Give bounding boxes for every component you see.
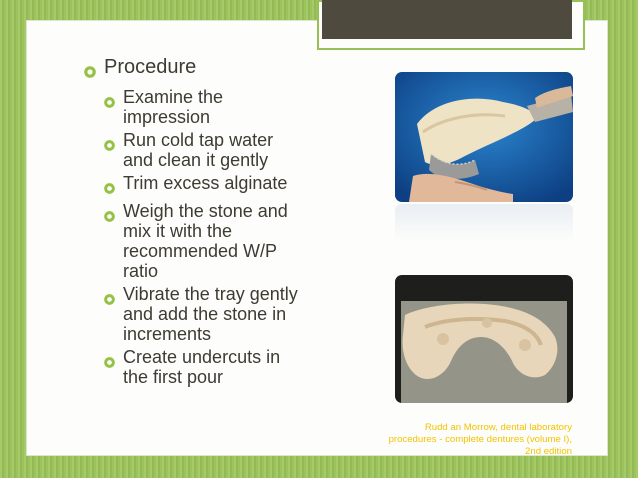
step-text: [123, 347, 354, 387]
step-line: recommended W/P: [123, 241, 278, 261]
caption-line: Rudd an Morrow, dental laboratory: [424, 422, 572, 433]
step-text: [123, 173, 354, 193]
step-line: impression: [123, 107, 211, 127]
step-line: increments: [123, 324, 212, 344]
ring-bullet-icon: [104, 178, 115, 198]
photo-reflection: [395, 204, 573, 242]
ring-bullet-icon: [104, 206, 115, 226]
ring-bullet-icon: [104, 92, 115, 112]
step-item: [104, 201, 354, 281]
step-text: [123, 284, 354, 344]
bullet-heading: [84, 56, 354, 83]
step-line: and add the stone in: [123, 304, 287, 324]
step-item: [104, 173, 354, 198]
bullet-list: [84, 56, 354, 390]
ring-bullet-icon: [104, 135, 115, 155]
title-placeholder: [322, 0, 572, 39]
procedure-heading: Procedure: [104, 56, 197, 78]
step-item: [104, 347, 354, 387]
step-text: [123, 130, 354, 170]
step-line: ratio: [123, 261, 159, 281]
step-line: Vibrate the tray gently: [123, 284, 298, 304]
step-text: [123, 87, 354, 127]
step-line: and clean it gently: [123, 150, 269, 170]
ring-bullet-icon: [84, 61, 96, 83]
step-text: [123, 201, 354, 281]
step-item: [104, 130, 354, 170]
reference-caption: [318, 422, 572, 458]
step-item: [104, 284, 354, 344]
step-line: Trim excess alginate: [123, 173, 288, 193]
impression-tray-photo: [395, 72, 573, 202]
step-line: Weigh the stone and: [123, 201, 288, 221]
ring-bullet-icon: [104, 289, 115, 309]
step-item: [104, 87, 354, 127]
caption-line: procedures - complete dentures (volume I),: [388, 434, 572, 445]
step-line: mix it with the: [123, 221, 233, 241]
ring-bullet-icon: [104, 352, 115, 372]
step-line: Examine the: [123, 87, 224, 107]
step-line: the first pour: [123, 367, 224, 387]
stone-cast-photo: [395, 275, 573, 403]
caption-line: 2nd edition: [525, 446, 572, 457]
step-line: Create undercuts in: [123, 347, 281, 367]
step-line: Run cold tap water: [123, 130, 274, 150]
